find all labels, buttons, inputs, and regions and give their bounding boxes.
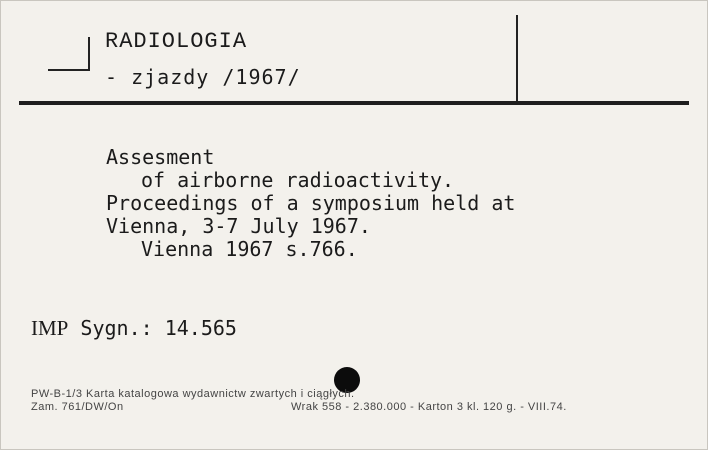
footer-order-number: Zam. 761/DW/On — [31, 401, 124, 413]
entry-title-line: Proceedings of a symposium held at — [106, 191, 516, 215]
entry-title-line: Assesment — [106, 145, 215, 169]
entry-title-line: of airborne radioactivity. — [141, 168, 455, 192]
subject-subheading: - zjazdy /1967/ — [105, 65, 301, 89]
header-divider-horizontal — [19, 101, 689, 105]
call-number-prefix: Sygn.: — [80, 316, 153, 340]
call-number-label: IMP — [31, 316, 69, 340]
call-number — [31, 316, 237, 341]
subject-heading: RADIOLOGIA — [105, 29, 248, 54]
corner-mark-horizontal — [48, 69, 89, 71]
entry-imprint-line: Vienna 1967 s.766. — [141, 237, 358, 261]
corner-mark-vertical — [88, 37, 90, 71]
footer-print-line: PW-B-1/3 Karta katalogowa wydawnictw zwartych i ciągłych. — [31, 388, 355, 400]
entry-title-line: Vienna, 3-7 July 1967. — [106, 214, 371, 238]
header-divider-vertical — [516, 15, 518, 101]
call-number-value: 14.565 — [164, 316, 237, 340]
footer-print-details: Wrak 558 - 2.380.000 - Karton 3 kl. 120 g. - VIII.74. — [291, 401, 567, 413]
bibliographic-entry — [106, 146, 515, 261]
